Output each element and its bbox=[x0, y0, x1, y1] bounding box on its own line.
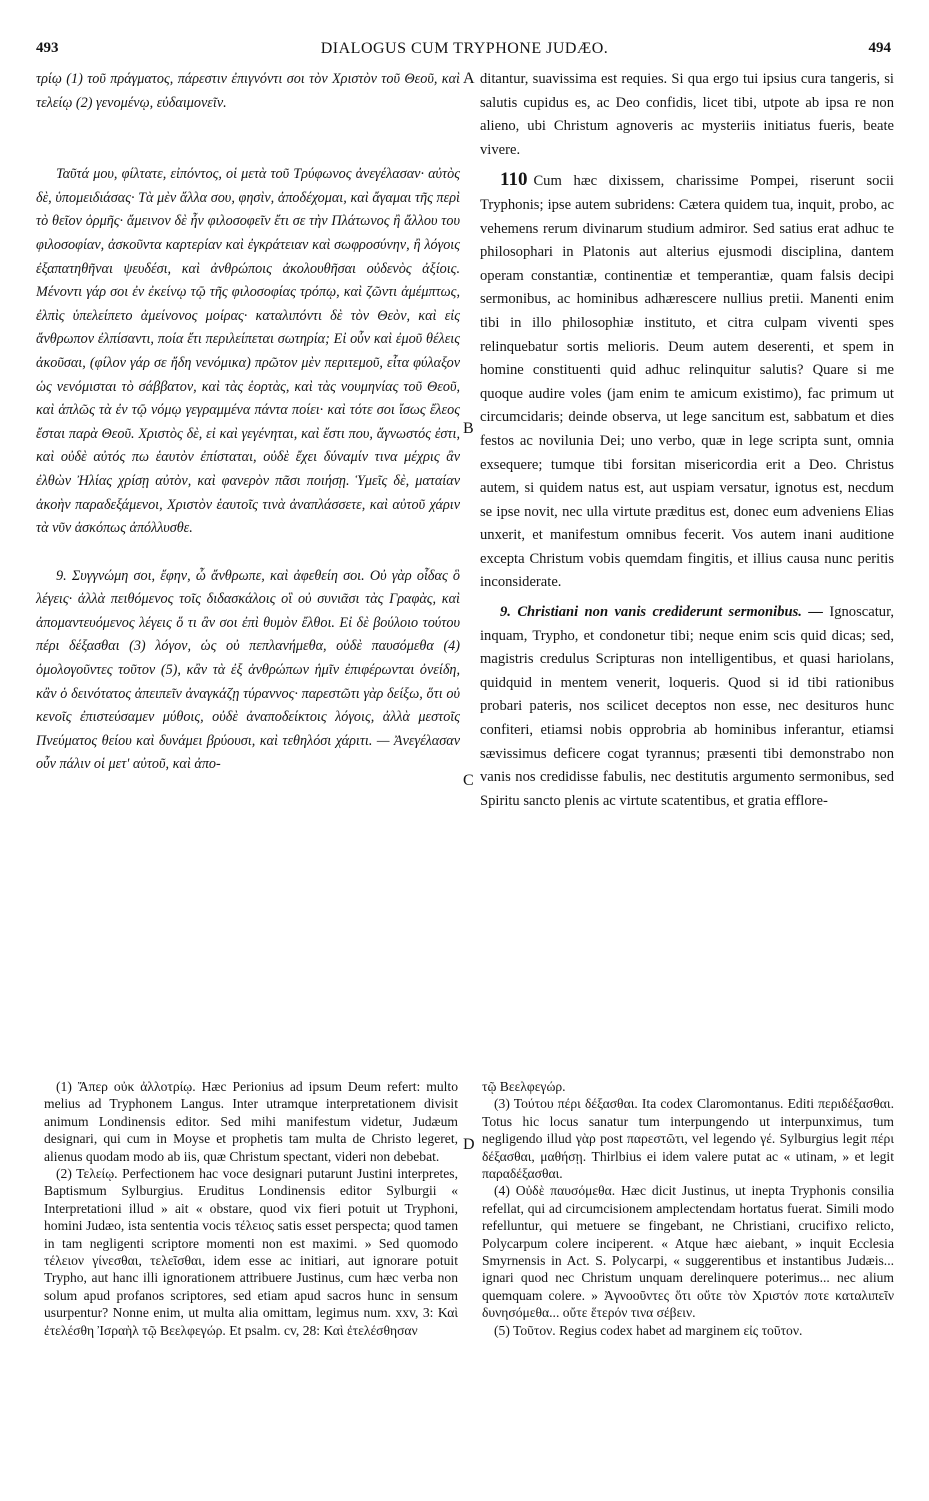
footnote-continuation: τῷ Βεελφεγώρ. bbox=[482, 1079, 566, 1094]
greek-paragraph-1: τρίῳ (1) τοῦ πράγματος, πάρεστιν ἐπιγνόντι σοι τὸν Χριστὸν τοῦ Θεοῦ, καὶ τελείῳ (2) γενομένῳ, εὐδαιμονεῖν. bbox=[36, 71, 460, 111]
greek-paragraph-3-text: Συγγνώμη σοι, ἔφην, ὦ ἄνθρωπε, καὶ ἀφεθείη σοι. Οὐ γὰρ οἶδας ὃ λέγεις· ἀλλὰ πειθόμενος τοῖς διδασκάλοις οἳ οὐ συνιᾶσι τὰς Γραφὰς, καὶ ἀπομαντευόμενος λέγεις ὅ τι ἂν σοι ἐπὶ θυμὸν ἔλθοι. Εἰ δὲ βούλοιο τούτου πέρι δέξασθαι (3) λόγον, ὡς οὐ πεπλανήμεθα, οὐδὲ παυσόμεθα (4) ὁμολογοῦντες τοῦτον (5), κἂν τὰ ἐξ ἀνθρώπων ἡμῖν ἐπιφέρωνται ὀνείδη, κἂν ὁ δεινότατος ἀπειπεῖν ἀναγκάζῃ τύραννος· παρεστῶτι γὰρ δείξω, ὅτι οὐ κενοῖς ἐπιστεύσαμεν μύθοις, οὐδὲ ἀναποδείκτοις λόγοις, ἀλλὰ μεστοῖς Πνεύματος θείου καὶ δυνάμει βρύουσι, καὶ τεθηλόσι χάριτι. — Ἀνεγέλασαν οὖν πάλιν οἱ μετ' αὐτοῦ, καὶ ἀπο- bbox=[36, 567, 460, 773]
greek-column bbox=[36, 68, 460, 777]
margin-letter-a: A bbox=[463, 70, 475, 87]
margin-letter-c: C bbox=[463, 772, 474, 789]
footnote-2: (2) Τελείῳ. Perfectionem hac voce designari putarunt Justini interpretes, Baptismum Sylburgius. Eruditus Londinensis editor Sylburgii « Interpretationi illud » ait « obstare, quod vix fieri potuit ut Tryphoni, homini Judæo, ista sententia vocis τέλειος satis esset perspecta; quod tamen in tam negligenti scriptore momenti non est maximi. » Sed quomodo τέλειον γίνεσθαι, τελεῖσθαι, idem esse ac initiari, aut ignorare potuit Trypho, aut hanc illi ignorationem attribuere Justinus, cum hæc verba non solum apud profanos scriptores, sed etiam apud sacros hunc in sensum usurpentur? Nonne enim, ut multa alia omittam, legimus num. xxv, 3: Καὶ ἐτελέσθη Ἰσραὴλ τῷ Βεελφεγώρ. Et psalm. cv, 28: Καὶ ἐτελέσθησαν bbox=[44, 1166, 458, 1338]
latin-column bbox=[480, 68, 894, 813]
footnote-3: (3) Τούτου πέρι δέξασθαι. Ita codex Claromontanus. Editi περιδέξασθαι. Totus hic locus sanatur tum interpungendo ut interpunximus, tum negligendo illud γὰρ post παρεστῶτι, vel legendo γέ. Sylburgius legit πέρι δέξασθαι, μαθήσῃ. Thirlbius ei idem valere putat ac « utinam, » et legit παραδέξασθαι. bbox=[482, 1096, 894, 1182]
right-page-number: 494 bbox=[868, 40, 891, 56]
running-header bbox=[30, 40, 899, 62]
greek-section-number: 9. bbox=[56, 567, 67, 584]
latin-paragraph-2-text: Cum hæc dixissem, charissime Pompei, riserunt socii Tryphonis; ipse autem subridens: Cætera quidem tua, inquit, probo, ac vehemens rerum divinarum studium admiror. Sed satius erat adhuc te philosophari in Platonis aut alterius ejusmodi disciplina, dantem operam constantiæ, continentiæ et temperantiæ, quam falsis decipi sermonibus, ac hominibus adhærescere nullius pretii. Manenti enim tibi in illo philosophiæ instituto, et citra culpam viventi spes relinquebatur sortis melioris. Deum autem deserenti, et spem in homine constituenti quid adhuc relinquitur salutis? Quare si me quoque audire voles (jam enim te amicum existimo), fac primum ut circumcidaris; deinde observa, ut lege sancitum est, sabbatum et dies festos ac novilunia Dei; uno verbo, quæ in lege scripta sunt, omnia exsequere; tumque tibi forsitan misericordia erit a Deo. Christus autem, si quidem natus est, aut uspiam versatur, ignotus est, necdum se ipse novit, nec ulla virtute præditus est, donec eum adveniens Elias unxerit, et manifestum omnibus fecerit. Vos autem inani auditione excepta Christum vobis quemdam fingitis, et illius causa nunc peritis inconsiderate. bbox=[480, 173, 894, 591]
left-page-number: 493 bbox=[36, 40, 59, 56]
latin-paragraph-3-text: Ignoscatur, inquam, Trypho, et condonetur tibi; neque enim scis quid dicas; sed, magistris credulus Scripturas non intelligentibus, et quasi hariolans, quidquid in mentem venerit, loqueris. Quod si id tibi rationibus probari pateris, nos scilicet deceptos non esse, nec desituros hunc confiteri, etiamsi nobis opprobria ab hominibus inferantur, etiamsi sævissimus deficere cogat tyrannus; præsenti tibi demonstrabo non vanis nos credidisse fabulis, nec destitutis argumento sermonibus, sed Spiritu sancto plenis ac virtute scatentibus, et gratia efflore- bbox=[480, 604, 894, 809]
margin-letter-b: B bbox=[463, 420, 474, 437]
footnote-5: (5) Τοῦτον. Regius codex habet ad marginem εἰς τοῦτον. bbox=[494, 1322, 803, 1338]
greek-paragraph-2: Ταῦτά μου, φίλτατε, εἰπόντος, οἱ μετὰ τοῦ Τρύφωνος ἀνεγέλασαν· αὐτὸς δὲ, ὑπομειδιάσας· Τὰ μὲν ἄλλα σου, φησὶν, ἀποδέχομαι, καὶ ἄγαμαι τῆς περὶ τὸ θεῖον ὁρμῆς· ἄμεινον δὲ ἦν φιλοσοφεῖν ἔτι σε τὴν Πλάτωνος ἢ ἄλλου του φιλοσοφίαν, ἀσκοῦντα καρτερίαν καὶ ἐγκράτειαν καὶ σωφροσύνην, ἢ λόγοις ἐξαπατηθῆναι ψευδέσι, καὶ ἀνθρώποις ἀκολουθῆσαι οὐδενὸς ἀξίοις. Μένοντι γάρ σοι ἐν ἐκείνῳ τῷ τῆς φιλοσοφίας τρόπῳ, καὶ ζῶντι ἀμέμπτως, ἐλπὶς ὑπελείπετο ἀμείνονος μοίρας· καταλιπόντι δὲ τὸν Θεὸν, καὶ εἰς ἄνθρωπον ἐλπίσαντι, ποία ἔτι περιλείπεται σωτηρία; Εἰ οὖν καὶ ἐμοῦ θέλεις ἀκοῦσαι, (φίλον γάρ σε ἤδη νενόμικα) πρῶτον μὲν περιτεμοῦ, εἶτα φύλαξον ὡς νενόμισται τὸ σάββατον, καὶ τὰς ἑορτὰς, καὶ τὰς νουμηνίας τοῦ Θεοῦ, καὶ ἁπλῶς τὰ ἐν τῷ νόμῳ γεγραμμένα πάντα ποίει· καὶ τότε σοι ἴσως ἔλεος ἔσται παρὰ Θεοῦ. Χριστὸς δὲ, εἰ καὶ γεγένηται, καὶ ἔστι που, ἄγνωστός ἐστι, καὶ οὐδὲ αὐτός πω ἑαυτὸν ἐπίσταται, οὐδὲ ἔχει δύναμίν τινα μέχρις ἂν ἐλθὼν Ἠλίας χρίσῃ αὐτὸν, καὶ φανερὸν πᾶσι ποιήσῃ. Ὑμεῖς δὲ, ματαίαν ἀκοὴν παραδεξάμενοι, Χριστὸν ἑαυτοῖς τινὰ ἀναπλάσσετε, καὶ αὐτοῦ χάριν τὰ νῦν ἀσκόπως ἀπόλλυσθε. bbox=[36, 166, 460, 537]
greek-paragraph-3 bbox=[36, 565, 460, 777]
chapter-number: 110 bbox=[500, 169, 528, 191]
running-title: DIALOGUS CUM TRYPHONE JUDÆO. bbox=[320, 40, 609, 57]
latin-paragraph-2 bbox=[480, 168, 894, 595]
latin-paragraph-3 bbox=[480, 601, 894, 813]
footnotes-right bbox=[482, 1078, 894, 1339]
section-heading: 9. Christiani non vanis crediderunt sermonibus. — bbox=[500, 604, 823, 621]
latin-paragraph-1: ditantur, suavissima est requies. Si qua ergo tui ipsius cura tangeris, si salutis cupidus es, ac Deo confidis, licet tibi, utpote ab ipsa re non alieno, ubi Christum agnoveris ac mysteriis initiatus fueris, beate vivere. bbox=[480, 71, 894, 158]
margin-letter-d: D bbox=[463, 1136, 475, 1153]
footnotes-left bbox=[44, 1078, 458, 1339]
footnote-4: (4) Οὐδὲ παυσόμεθα. Hæc dicit Justinus, ut inepta Tryphonis consilia refellat, qui ad circumcisionem amplectendam hortatus fuerat. Simili modo refelluntur, qui metuere se fingebant, ne Christiani, crucifixo relicto, Polycarpum colere inciperent. « Atque hæc aiebant, » inquit Ecclesia Smyrnensis in Act. S. Polycarpi, « suggerentibus et instantibus Judæis... ignari quod nec Christum unquam derelinquere poterimus... nec alium quemquam colere. » Ἀγνοοῦντες ὅτι οὔτε τὸν Χριστόν ποτε καταλιπεῖν δυνησόμεθα... οὔτε ἕτερόν τινα σέβειν. bbox=[482, 1183, 894, 1321]
footnote-1: (1) Ἄπερ οὐκ ἀλλοτρίῳ. Hæc Perionius ad ipsum Deum refert: multo melius ad Tryphonem Langus. Inter utramque interpretationem divisit animum Londinensis editor. Sed mihi manifestum videtur, Judæum designari, qui cum in Moyse et prophetis tam multa de Christo legeret, alienus quodam modo ab iis, quæ Christum spectant, videri non debebat. bbox=[44, 1079, 458, 1164]
